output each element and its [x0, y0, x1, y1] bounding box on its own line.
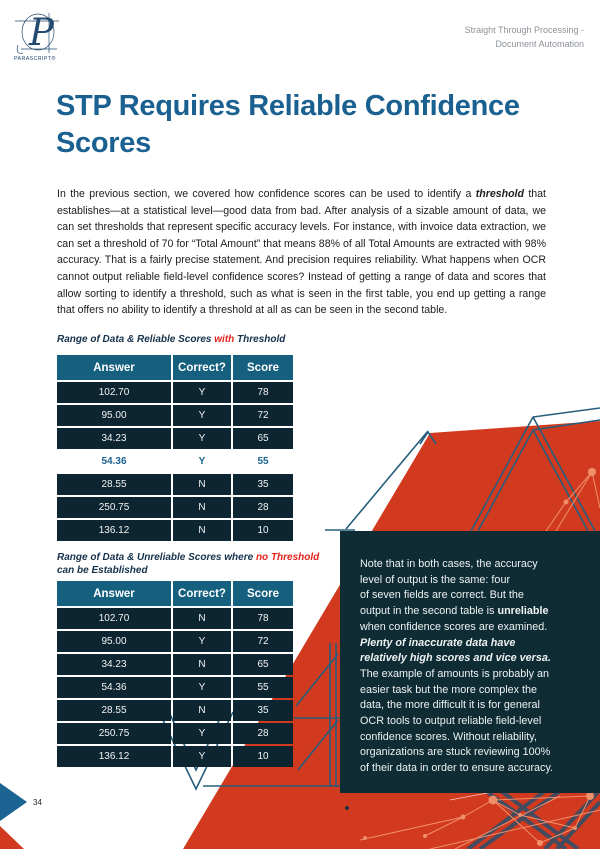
table-cell: N — [173, 700, 231, 721]
table-cell: 28 — [233, 723, 293, 744]
text-segment: data, the more difficult it is for general — [360, 699, 540, 712]
note-line — [360, 683, 590, 699]
table-cell: 55 — [233, 677, 293, 698]
table-header-row — [57, 581, 293, 606]
table-cell: 35 — [233, 700, 293, 721]
table-row — [57, 700, 293, 721]
text-segment: In the previous section, we covered how confidence scores can be used to identify a — [57, 188, 476, 200]
note-line — [360, 588, 590, 604]
text-segment: Range of Data & Unreliable Scores where — [57, 552, 256, 563]
table-row — [57, 631, 293, 652]
text-segment: no Threshold — [255, 552, 320, 563]
text-segment: relatively high scores and vice versa. — [360, 652, 551, 665]
text-segment: unreliable — [497, 605, 549, 618]
page-title: STP Requires Reliable Confidence Scores — [56, 90, 520, 159]
note-line — [360, 667, 590, 683]
table-cell: N — [173, 474, 231, 495]
note-callout-box — [340, 531, 600, 793]
table-cell: Y — [173, 451, 231, 472]
note-line — [360, 714, 590, 730]
table-cell: 102.70 — [57, 608, 171, 629]
table-cell: 54.36 — [57, 677, 171, 698]
column-header-score: Score — [233, 581, 293, 606]
text-segment: can be Established — [57, 565, 148, 576]
table1-caption — [57, 333, 337, 346]
table-cell: 250.75 — [57, 497, 171, 518]
column-header-score: Score — [233, 355, 293, 380]
caption-line — [57, 333, 337, 346]
table-cell: 72 — [233, 631, 293, 652]
table-cell: 65 — [233, 428, 293, 449]
logo-wordmark: PARASCRIPT® — [14, 56, 56, 62]
tagline-line1: Straight Through Processing - — [464, 25, 584, 35]
text-segment: The example of amounts is probably an — [360, 667, 550, 680]
page-corner-triangle-icon — [0, 783, 28, 821]
note-line — [360, 557, 590, 573]
table2-caption — [57, 551, 337, 577]
table-header-row — [57, 355, 293, 380]
table-row — [57, 608, 293, 629]
text-segment: Range of Data & Reliable Scores — [57, 334, 215, 345]
document-tagline — [465, 23, 584, 51]
table-row — [57, 746, 293, 767]
table-cell: 10 — [233, 520, 293, 541]
table-cell: 28.55 — [57, 474, 171, 495]
text-segment: of their data in order to ensure accuracy. — [360, 762, 554, 775]
table-cell: 136.12 — [57, 520, 171, 541]
parascript-logo — [13, 11, 63, 63]
table-cell: Y — [173, 428, 231, 449]
tagline-line2: Document Automation — [495, 39, 584, 49]
table-row — [57, 428, 293, 449]
text-segment: output in the second table is — [360, 605, 498, 618]
table-row — [57, 520, 293, 541]
text-segment: organizations are stuck reviewing 100% — [360, 746, 551, 759]
table-cell: 102.70 — [57, 382, 171, 403]
table-cell: 65 — [233, 654, 293, 675]
text-segment: when confidence scores are examined. — [360, 620, 548, 633]
table-cell: 10 — [233, 746, 293, 767]
unreliable-scores-table — [55, 579, 295, 769]
note-line — [360, 573, 590, 589]
text-segment: threshold — [475, 188, 524, 200]
table-row — [57, 497, 293, 518]
table-row — [57, 654, 293, 675]
note-line — [360, 761, 590, 777]
column-header-answer: Answer — [57, 355, 171, 380]
table-cell: 250.75 — [57, 723, 171, 744]
intro-paragraph — [57, 186, 546, 319]
text-segment: confidence scores. Without reliability, — [360, 730, 537, 743]
table-cell: N — [173, 520, 231, 541]
table-row — [57, 405, 293, 426]
table-cell: N — [173, 497, 231, 518]
column-header-correct: Correct? — [173, 581, 231, 606]
text-segment: level of output is the same: four — [360, 573, 511, 586]
column-header-answer: Answer — [57, 581, 171, 606]
table-cell: 28.55 — [57, 700, 171, 721]
table-row — [57, 677, 293, 698]
table-cell: 35 — [233, 474, 293, 495]
note-line — [360, 698, 590, 714]
reliable-scores-table — [55, 353, 295, 543]
logo-monogram: P — [29, 11, 54, 54]
text-segment: Threshold — [234, 334, 286, 345]
table-cell: 95.00 — [57, 405, 171, 426]
table-cell: 78 — [233, 608, 293, 629]
note-line — [360, 620, 590, 636]
table-cell: Y — [173, 382, 231, 403]
note-line — [360, 651, 590, 667]
text-segment: Note that in both cases, the accuracy — [360, 558, 538, 570]
table-cell: Y — [173, 677, 231, 698]
page-number: 34 — [33, 798, 42, 807]
caption-line — [57, 551, 337, 564]
note-line — [360, 604, 590, 620]
table-row — [57, 451, 293, 472]
table-cell: 72 — [233, 405, 293, 426]
text-segment: Plenty of inaccurate data have — [360, 636, 516, 649]
table-cell: Y — [173, 631, 231, 652]
note-line — [360, 730, 590, 746]
table-row — [57, 723, 293, 744]
table-row — [57, 474, 293, 495]
text-segment: that establishes—at a statistical level—good data from bad. After analysis of a sizable amount of data, we can set thresholds that represent specific accuracy levels. For instance, with invoice data extraction, we can set a threshold of 70 for “Total Amount” that means 88% of all Total Amounts are extracted with 98% accuracy. That is a fairly precise statement. And precision requires reliability. What happens when OCR cannot output reliable field-level confidence scores? Instead of getting a range of data and scores that allow sorting to identify a threshold, such as what is seen in the first table, you end up getting a range that offers no ability to identify a threshold at all as can be seen in the second table. — [57, 188, 546, 317]
table-cell: 55 — [233, 451, 293, 472]
table-cell: 78 — [233, 382, 293, 403]
column-header-correct: Correct? — [173, 355, 231, 380]
note-line — [360, 636, 590, 652]
text-segment: with — [214, 334, 235, 345]
note-line — [360, 745, 590, 761]
text-segment: of seven fields are correct. But the — [360, 589, 524, 602]
table-cell: 28 — [233, 497, 293, 518]
table-cell: Y — [173, 405, 231, 426]
table-row — [57, 382, 293, 403]
caption-line — [57, 564, 337, 577]
table-cell: N — [173, 654, 231, 675]
table-cell: N — [173, 608, 231, 629]
table-cell: Y — [173, 723, 231, 744]
table-cell: Y — [173, 746, 231, 767]
table-cell: 136.12 — [57, 746, 171, 767]
text-segment: easier task but the more complex the — [360, 683, 538, 696]
table-cell: 95.00 — [57, 631, 171, 652]
table-cell: 34.23 — [57, 654, 171, 675]
table-cell: 54.36 — [57, 451, 171, 472]
text-segment: OCR tools to output reliable field-level — [360, 715, 542, 728]
table-cell: 34.23 — [57, 428, 171, 449]
